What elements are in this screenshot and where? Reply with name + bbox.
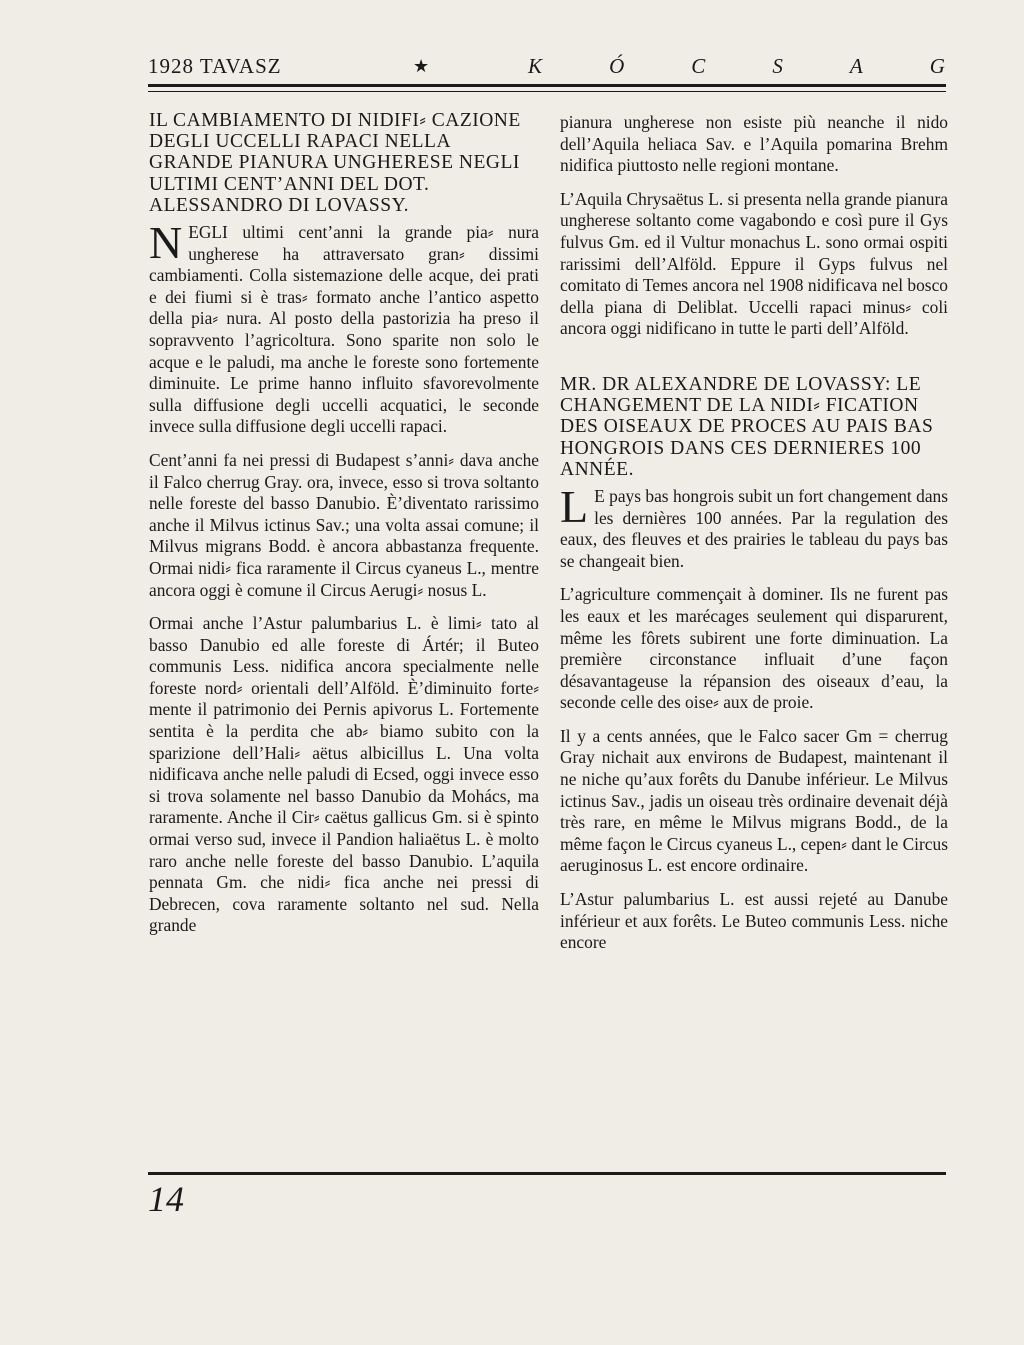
header-rule-thin: [148, 91, 946, 92]
paragraph: [560, 480, 948, 572]
paragraph-text: ultimi cent’anni la grande pia⸗ nura ungherese ha attraversato gran⸗ dissimi cambiamenti. Colla sistemazione delle acque, dei prati e dei fiumi si è tras⸗ formato anche l’antico aspetto della pia⸗ nura. Al posto della pastorizia ha preso il sopravvento l’agricoltura. Sono sparite non solo le acque e le paludi, ma anche le foreste sono fortemente diminuite. Le prime hanno influito sfavorevolmente sulla diffusione degli uccelli acquatici, le seconde invece sulla diffusione degli uccelli rapaci.: [149, 222, 539, 437]
section-spacer: [560, 352, 948, 374]
paragraph: Cent’anni fa nei pressi di Budapest s’anni⸗ dava anche il Falco cherrug Gray. ora, invece, esso si trova soltanto nelle foreste del basso Danubio. È’diventato rarissimo anche il Milvus ictinus Sav.; una volta assai comune; il Milvus migrans Bodd. è ancora abbastanza frequente. Ormai nidi⸗ fica raramente il Circus cyaneus L., mentre ancora oggi è comune il Circus Aerugi⸗ nosus L.: [149, 449, 539, 600]
paragraph: Il y a cents années, que le Falco sacer Gm = cherrug Gray nichait aux environs de Budapest, maintenant il ne niche qu’aux forêts du Danube inférieur. Le Milvus ictinus Sav., jadis un oiseau très ordinaire devenait déjà très rare, en même le Milvus migrans Bodd., de la même façon le Circus cyaneus L., cepen⸗ dant le Circus aeruginosus L. est encore ordinaire.: [560, 725, 948, 876]
small-caps-lead: EGLI: [188, 222, 228, 243]
header-year-season: 1928 TAVASZ: [148, 54, 282, 78]
paragraph: L’Aquila Chrysaëtus L. si presenta nella grande pianura ungherese soltanto come vagabondo e così pure il Gys fulvus Gm. ed il Vultur monachus L. sono ormai ospiti rarissimi dell’Alföld. Eppure il Gyps fulvus nel comitato di Temes ancora nel 1908 nidificava nel bosco della piana di Deliblat. Uccelli rapaci minus⸗ coli ancora oggi nidificano in tutte le parti dell’Alföld.: [560, 188, 948, 339]
footer-rule-thick: [148, 1172, 946, 1175]
drop-cap: L: [560, 480, 589, 532]
masthead-letter: C: [691, 54, 707, 78]
masthead-letter: K: [528, 54, 544, 78]
paragraph: Ormai anche l’Astur palumbarius L. è limi⸗ tato al basso Danubio ed alle foreste di Ártér; il Buteo communis Less. nidifica ancora specialmente nelle foreste nord⸗ orientali dell’Alföld. È’diminuito forte⸗ mente il patrimonio dei Pernis apivorus L. Fortemente sentita è la perdita che ab⸗ biamo subito con la sparizione dell’Hali⸗ aëtus albicillus L. Una volta nidificava anche nelle paludi di Ecsed, oggi invece esso si trova solamente nel basso Danubio da Mohács, ma raramente. Anche il Cir⸗ caëtus gallicus Gm. si è spinto ormai verso sud, invece il Pandion haliaëtus L. è molto raro anche nelle foreste del basso Danubio. L’aquila pennata Gm. che nidi⸗ fica anche nei pressi di Debrecen, cova raramente soltanto nel sud. Nella grande: [149, 613, 539, 936]
drop-cap: N: [149, 217, 183, 269]
header-rule-thick: [148, 84, 946, 87]
page-number: 14: [148, 1179, 184, 1219]
masthead-letter: G: [929, 54, 946, 78]
paragraph: pianura ungherese non esiste più neanche il nido dell’Aquila heliaca Sav. e l’Aquila pomarina Brehm nidifica piuttosto nelle regioni montane.: [560, 112, 948, 176]
paragraph: L’Astur palumbarius L. est aussi rejeté au Danube inférieur et aux forêts. Le Buteo communis Less. niche encore: [560, 889, 948, 953]
masthead-letter: Ó: [609, 54, 626, 78]
paragraph-text: pays bas hongrois subit un fort changement dans les dernières 100 années. Par la regulation des eaux, des fleuves et des prairies le tableau du pays bas se changeait bien.: [560, 485, 948, 571]
right-column: [560, 112, 948, 966]
small-caps-lead: E: [594, 485, 605, 506]
left-column: [149, 110, 539, 949]
italian-article-heading: IL CAMBIAMENTO DI NIDIFI⸗ CAZIONE DEGLI UCCELLI RAPACI NELLA GRANDE PIANURA UNGHERESE NEGLI ULTIMI CENT’ANNI DEL DOT. ALESSANDRO DI LOVASSY.: [149, 110, 521, 216]
masthead-letter: S: [772, 54, 784, 78]
paragraph: [149, 217, 539, 438]
paragraph: L’agriculture commençait à dominer. Ils ne furent pas les eaux et les marécages seulement qui disparurent, même les fôrets subirent une forte diminuation. La première circonstance influait d’une façon désavantageuse la répansion des oiseaux d’eau, la seconde celle des oise⸗ aux de proie.: [560, 584, 948, 713]
masthead-title: [528, 54, 946, 79]
french-article-heading: MR. DR ALEXANDRE DE LOVASSY: LE CHANGEMENT DE LA NIDI⸗ FICATION DES OISEAUX DE PROCES AU PAIS BAS HONGROIS DANS CES DERNIERES 100 ANNÉE.: [560, 373, 934, 480]
star-ornament: ★: [413, 56, 431, 76]
masthead-letter: A: [849, 54, 864, 78]
running-header: [148, 54, 946, 88]
